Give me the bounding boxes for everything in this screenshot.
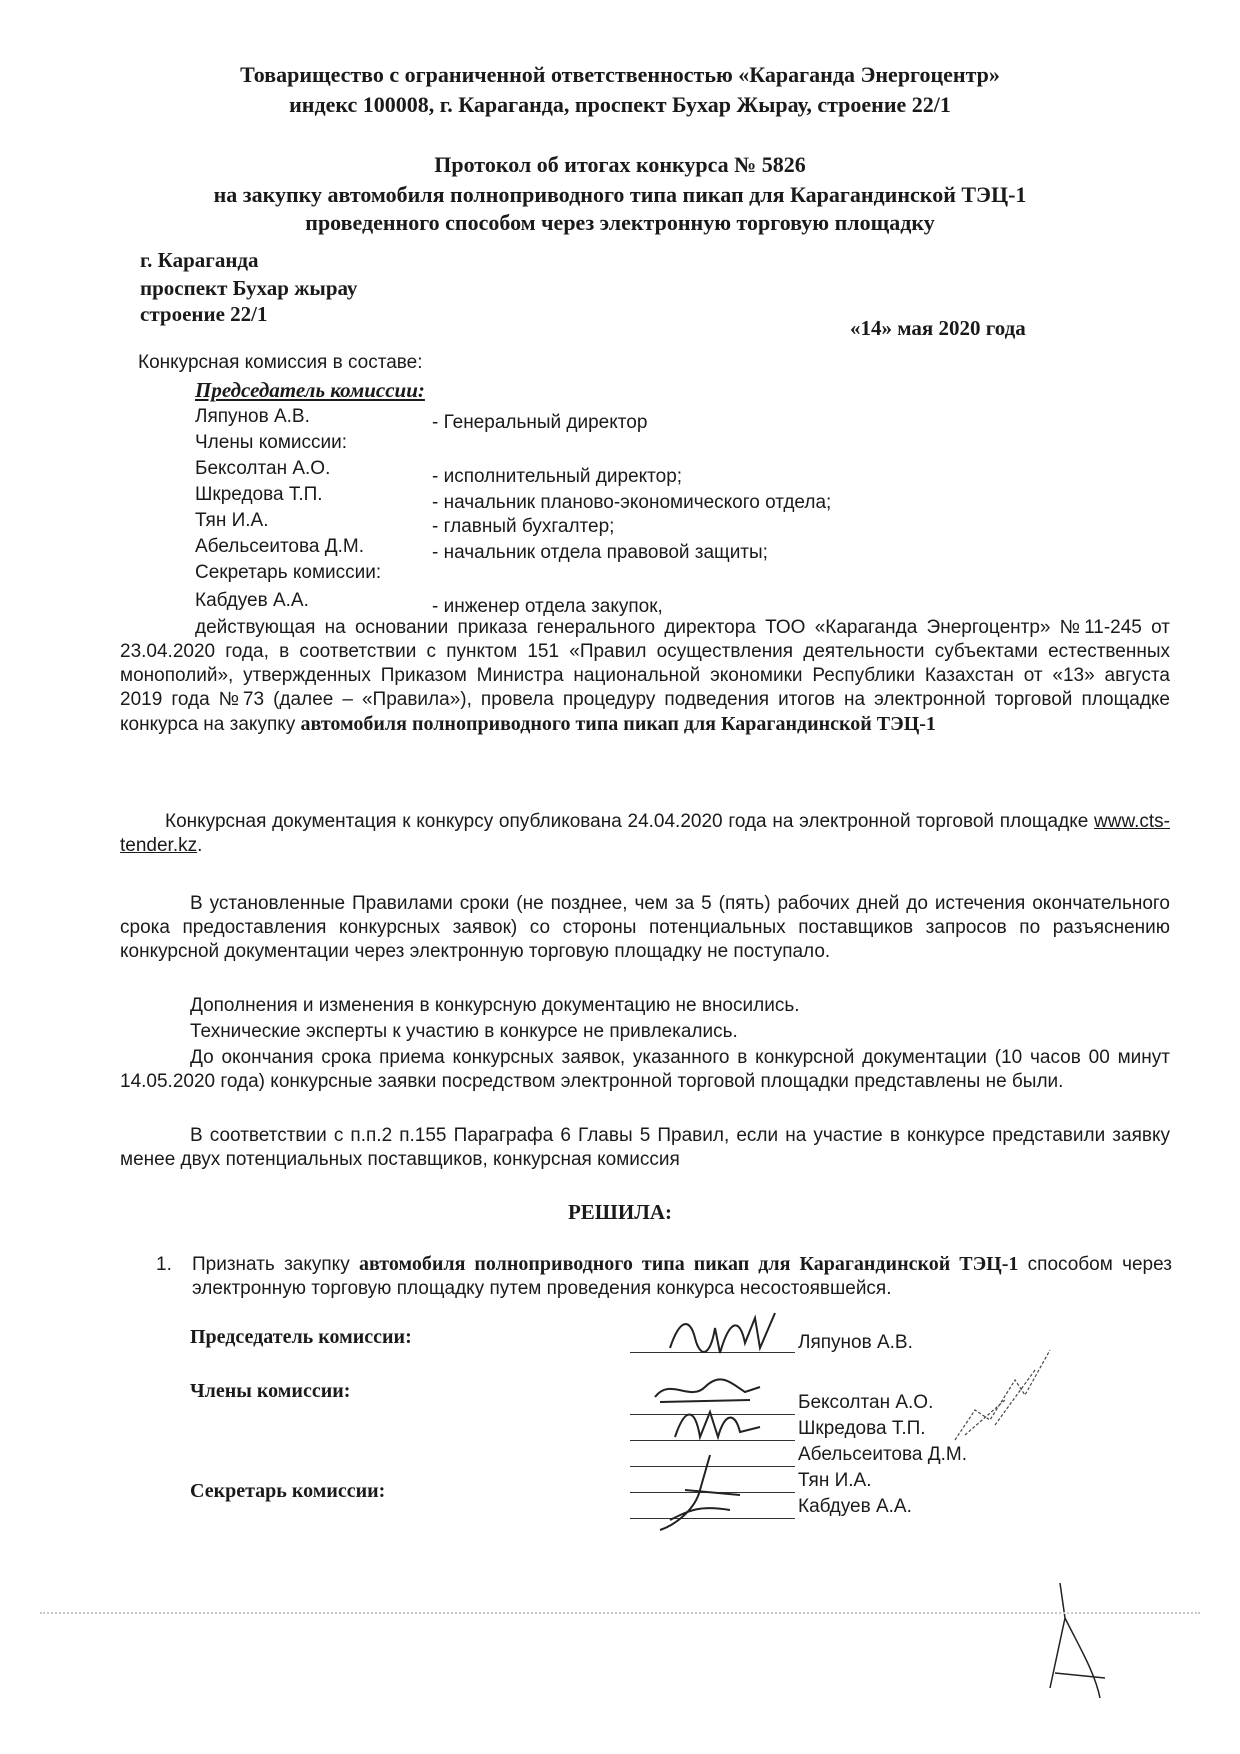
basis-paragraph: действующая на основании приказа генерального директора ТОО «Караганда Энергоцентр» №11-245 от 23.04.2020 года, в соответствии с пунктом 151 «Правил осуществления деятельности субъектами естественных монополий», утвержденных Приказом Министра национальной экономики Республики Казахстан от «13» августа 2019 года №73 (далее – «Правила»), провела процедуру подведения итогов на электронной торговой площадке конкурса на закупку автомобиля полноприводного типа пикап для Карагандинской ТЭЦ-1	[120, 617, 1170, 735]
member-signature-name: Абельсеитова Д.М.	[798, 1444, 967, 1465]
member-role: - начальник отдела правовой защиты;	[432, 542, 768, 563]
procurement-subject: автомобиля полноприводного типа пикап для Карагандинской ТЭЦ-1	[300, 713, 936, 735]
member-name: Абельсеитова Д.М.	[195, 536, 364, 557]
commission-intro: Конкурсная комиссия в составе:	[138, 352, 423, 373]
initials-mark	[1040, 1578, 1120, 1708]
location-city: г. Караганда	[140, 248, 259, 272]
decision-item-number: 1.	[156, 1254, 172, 1275]
tender-site-link[interactable]: www.cts-tender.kz	[120, 811, 1170, 856]
secretary-name: Кабдуев А.А.	[195, 590, 309, 611]
chair-name: Ляпунов А.В.	[195, 406, 310, 427]
members-heading: Члены комиссии:	[195, 432, 348, 453]
organization-name: Товарищество с ограниченной ответственностью «Караганда Энергоцентр»	[240, 62, 1000, 87]
amendments-paragraph: Дополнения и изменения в конкурсную документацию не вносились.	[190, 995, 800, 1016]
member-role: - начальник планово-экономического отдела;	[432, 492, 832, 513]
handwritten-signature-secretary	[640, 1450, 760, 1540]
protocol-subject: на закупку автомобиля полноприводного типа пикап для Карагандинской ТЭЦ-1	[213, 182, 1027, 207]
organization-address: индекс 100008, г. Караганда, проспект Бухар Жырау, строение 22/1	[289, 92, 951, 117]
secretary-heading: Секретарь комиссии:	[195, 562, 382, 583]
experts-paragraph: Технические эксперты к участию в конкурсе не привлекались.	[190, 1021, 738, 1042]
member-signature-name: Тян И.А.	[798, 1470, 872, 1491]
member-name: Бексолтан А.О.	[195, 458, 331, 479]
page-divider	[40, 1612, 1200, 1614]
chair-role: - Генеральный директор	[432, 412, 648, 433]
secretary-signature-name: Кабдуев А.А.	[798, 1496, 912, 1517]
location-street: проспект Бухар жырау	[140, 276, 358, 300]
protocol-method: проведенного способом через электронную торговую площадку	[305, 210, 935, 235]
location-building: строение 22/1	[140, 302, 268, 326]
publication-paragraph: Конкурсная документация к конкурсу опубликована 24.04.2020 года на электронной торговой площадке www.cts-tender.kz.	[120, 811, 1170, 856]
chair-heading: Председатель комиссии:	[195, 378, 425, 402]
handwritten-signature-member	[945, 1340, 1065, 1460]
chair-signature-name: Ляпунов А.В.	[798, 1332, 913, 1353]
protocol-date: «14» мая 2020 года	[850, 316, 1026, 340]
decision-subject: автомобиля полноприводного типа пикап для Карагандинской ТЭЦ-1	[358, 1253, 1019, 1275]
handwritten-signature-member	[670, 1402, 770, 1447]
protocol-title: Протокол об итогах конкурса № 5826	[434, 152, 806, 177]
secretary-signature-label: Секретарь комиссии:	[190, 1480, 386, 1502]
member-name: Шкредова Т.П.	[195, 484, 323, 505]
deadline-paragraph: До окончания срока приема конкурсных заявок, указанного в конкурсной документации (10 часов 00 минут 14.05.2020 года) конкурсные заявки посредством электронной торговой площадки представлены не были.	[120, 1047, 1170, 1092]
rules-paragraph: В соответствии с п.п.2 п.155 Параграфа 6 Главы 5 Правил, если на участие в конкурсе представили заявку менее двух потенциальных поставщиков, конкурсная комиссия	[120, 1125, 1170, 1170]
chair-signature-label: Председатель комиссии:	[190, 1326, 412, 1348]
handwritten-signature-chair	[660, 1308, 800, 1368]
decision-heading: РЕШИЛА:	[567, 1200, 673, 1224]
secretary-role: - инженер отдела закупок,	[432, 596, 663, 617]
member-role: - исполнительный директор;	[432, 466, 683, 487]
member-name: Тян И.А.	[195, 510, 269, 531]
member-role: - главный бухгалтер;	[432, 516, 615, 537]
decision-item: Признать закупку автомобиля полноприводного типа пикап для Карагандинской ТЭЦ-1 способом через электронную торговую площадку путем проведения конкурса несостоявшейся.	[192, 1253, 1172, 1299]
clarification-paragraph: В установленные Правилами сроки (не позднее, чем за 5 (пять) рабочих дней до истечения окончательного срока предоставления конкурсных заявок) со стороны потенциальных поставщиков запросов по разъяснению конкурсной документации через электронную торговую площадку не поступало.	[120, 893, 1170, 962]
members-signature-label: Члены комиссии:	[190, 1380, 351, 1402]
member-signature-name: Бексолтан А.О.	[798, 1392, 934, 1413]
member-signature-name: Шкредова Т.П.	[798, 1418, 926, 1439]
